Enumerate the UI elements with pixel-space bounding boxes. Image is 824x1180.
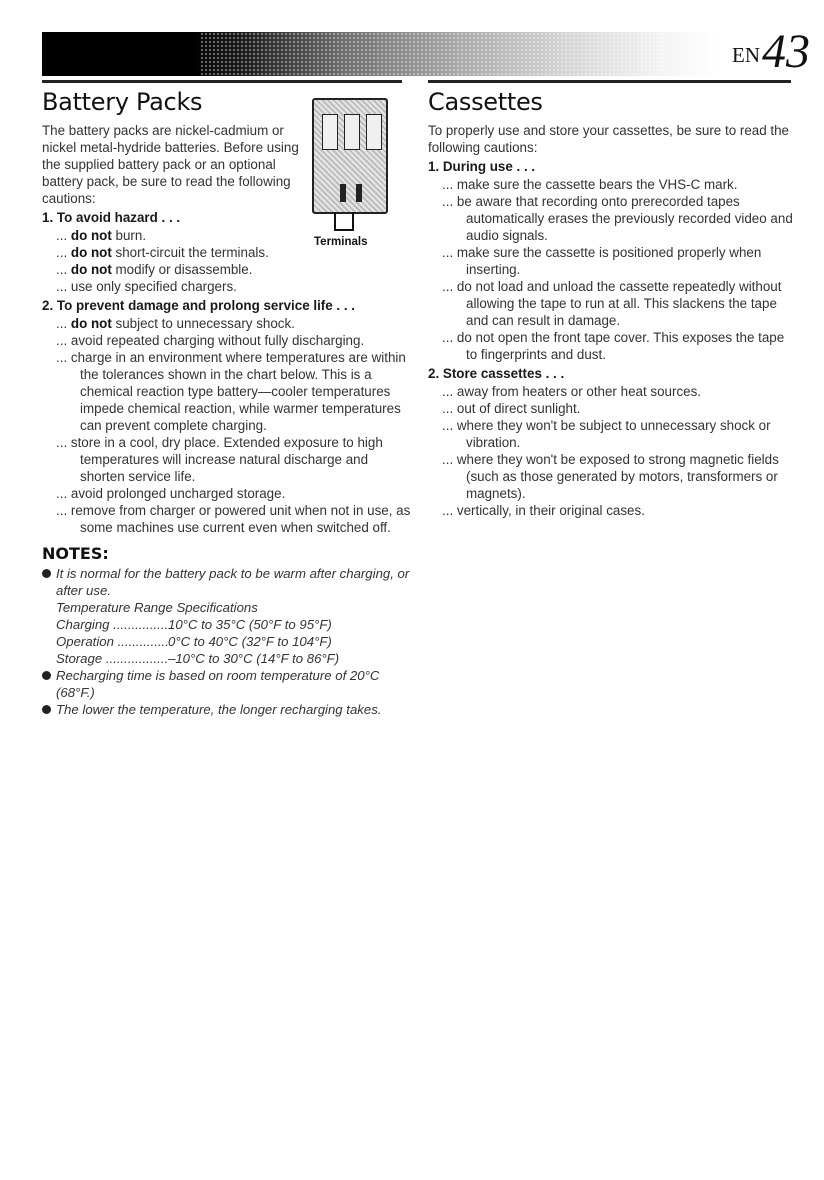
list-item	[428, 451, 798, 502]
list-item-text	[56, 278, 412, 295]
during-use-list	[428, 176, 798, 363]
language-code: EN	[732, 43, 760, 67]
cassettes-column	[428, 84, 798, 519]
spec-value: –10°C to 30°C (14°F to 86°F)	[168, 651, 340, 666]
list-item-text	[442, 329, 798, 363]
list-item-text	[56, 261, 412, 278]
list-item-text	[442, 176, 798, 193]
bullet-icon	[42, 705, 51, 714]
list-item	[42, 278, 412, 295]
list-item-text	[442, 278, 798, 329]
prolong-life-list	[42, 315, 412, 536]
item-prefix: ...	[56, 316, 71, 331]
spec-value: 10°C to 35°C (50°F to 95°F)	[168, 617, 332, 632]
item-body: ... away from heaters or other heat sources.	[442, 384, 702, 399]
list-item	[428, 278, 798, 329]
list-item-text	[442, 193, 798, 244]
spec-row	[42, 633, 412, 650]
item-body: ... make sure the cassette is positioned properly when inserting.	[442, 245, 762, 277]
item-body: ... where they won't be subject to unnecessary shock or vibration.	[442, 418, 771, 450]
list-item-text	[56, 332, 412, 349]
item-body: ... where they won't be exposed to strong magnetic fields (such as those generated by motors, transformers or magnets).	[442, 452, 779, 501]
item-prefix: ...	[56, 350, 71, 365]
item-body: ... out of direct sunlight.	[442, 401, 581, 416]
prolong-life-heading: 2. To prevent damage and prolong service life . . .	[42, 298, 356, 313]
spec-label: Storage .....	[56, 650, 168, 667]
note-item: Recharging time is based on room temperature of 20°C (68°F.)	[42, 667, 412, 701]
item-body: charge in an environment where temperatures are within the tolerances shown in the chart below. This is a chemical reaction type battery—cooler temperatures impede chemical reaction, while warmer temperatures can prevent complete charging.	[70, 350, 406, 433]
item-body: subject to unnecessary shock.	[111, 316, 295, 331]
list-item	[428, 244, 798, 278]
item-body: burn.	[111, 228, 147, 243]
header-pattern	[200, 32, 720, 76]
list-item	[428, 502, 798, 519]
item-body: use only specified chargers.	[70, 279, 237, 294]
list-item	[42, 332, 412, 349]
item-prefix: ...	[56, 245, 71, 260]
list-item	[42, 434, 412, 485]
item-emphasis: do not	[70, 316, 112, 331]
list-item-text	[56, 502, 412, 536]
item-emphasis: do not	[70, 245, 112, 260]
terminal	[356, 184, 362, 202]
item-body: ... make sure the cassette bears the VHS-C mark.	[442, 177, 738, 192]
battery-cell	[344, 114, 360, 150]
item-body: modify or disassemble.	[111, 262, 253, 277]
store-cassettes-list	[428, 383, 798, 519]
spec-value: 0°C to 40°C (32°F to 104°F)	[168, 634, 332, 649]
page-number-value: 43	[762, 25, 810, 78]
notes-title: NOTES:	[42, 544, 109, 563]
item-prefix: ...	[56, 486, 71, 501]
bullet-icon	[42, 671, 51, 680]
note-item: It is normal for the battery pack to be warm after charging, or after use.	[42, 565, 412, 599]
item-emphasis: do not	[70, 228, 112, 243]
during-use-heading: 1. During use . . .	[428, 159, 536, 174]
store-cassettes-heading: 2. Store cassettes . . .	[428, 366, 565, 381]
cassettes-intro: To properly use and store your cassettes, be sure to read the following cautions:	[428, 123, 790, 155]
list-item-text	[442, 417, 798, 451]
list-item	[42, 502, 412, 536]
list-item	[428, 176, 798, 193]
list-item	[42, 485, 412, 502]
item-prefix: ...	[56, 228, 71, 243]
item-prefix: ...	[56, 435, 71, 450]
item-body: ... do not load and unload the cassette repeatedly without allowing the tape to run at all. This slackens the tape and can result in damage.	[442, 279, 782, 328]
left-rule	[42, 80, 402, 83]
spec-label: Operation .....	[56, 633, 168, 650]
item-emphasis: do not	[70, 262, 112, 277]
battery-cell	[366, 114, 382, 150]
item-prefix: ...	[56, 333, 71, 348]
spec-title: Temperature Range Specifications	[56, 600, 258, 615]
item-body: short-circuit the terminals.	[111, 245, 269, 260]
spec-label: Charging .....	[56, 616, 168, 633]
terminal-leader	[334, 229, 354, 231]
bullet-icon	[42, 569, 51, 578]
battery-intro: The battery packs are nickel-cadmium or nickel metal-hydride batteries. Before using the supplied battery pack or an optional battery pack, be sure to read the following cautions:	[42, 123, 299, 206]
battery-pack-figure	[312, 98, 388, 214]
list-item-text	[442, 451, 798, 502]
page-number	[732, 20, 810, 76]
battery-title: Battery Packs	[42, 88, 203, 116]
item-prefix: ...	[56, 503, 71, 518]
list-item	[428, 417, 798, 451]
note-item: The lower the temperature, the longer recharging takes.	[42, 701, 412, 718]
list-item-text	[56, 349, 412, 434]
spec-row	[42, 650, 412, 667]
spec-row	[42, 616, 412, 633]
list-item-text	[442, 400, 798, 417]
battery-cell	[322, 114, 338, 150]
list-item-text	[56, 315, 412, 332]
list-item	[42, 261, 412, 278]
item-body: avoid prolonged uncharged storage.	[70, 486, 286, 501]
item-body: avoid repeated charging without fully discharging.	[70, 333, 365, 348]
spec-table	[42, 616, 412, 667]
list-item-text	[56, 434, 412, 485]
list-item-text	[442, 502, 798, 519]
avoid-hazard-heading: 1. To avoid hazard . . .	[42, 210, 181, 225]
cassettes-title: Cassettes	[428, 88, 543, 116]
item-body: ... vertically, in their original cases.	[442, 503, 645, 518]
list-item-text	[56, 485, 412, 502]
terminal-leader	[334, 212, 336, 230]
list-item	[42, 315, 412, 332]
item-prefix: ...	[56, 279, 71, 294]
list-item	[428, 193, 798, 244]
list-item	[428, 383, 798, 400]
list-item	[428, 329, 798, 363]
right-rule	[428, 80, 791, 83]
list-item-text	[442, 383, 798, 400]
list-item	[428, 400, 798, 417]
terminals-label: Terminals	[314, 236, 368, 248]
list-item	[42, 349, 412, 434]
battery-column	[42, 84, 412, 718]
item-body: store in a cool, dry place. Extended exposure to high temperatures will increase natural discharge and shorten service life.	[70, 435, 383, 484]
item-body: ... be aware that recording onto prerecorded tapes automatically erases the previously recorded video and audio signals.	[442, 194, 793, 243]
terminal	[340, 184, 346, 202]
item-prefix: ...	[56, 262, 71, 277]
item-body: remove from charger or powered unit when not in use, as some machines use current even when switched off.	[70, 503, 411, 535]
item-body: ... do not open the front tape cover. This exposes the tape to fingerprints and dust.	[442, 330, 785, 362]
list-item-text	[442, 244, 798, 278]
terminal-leader	[352, 212, 354, 230]
